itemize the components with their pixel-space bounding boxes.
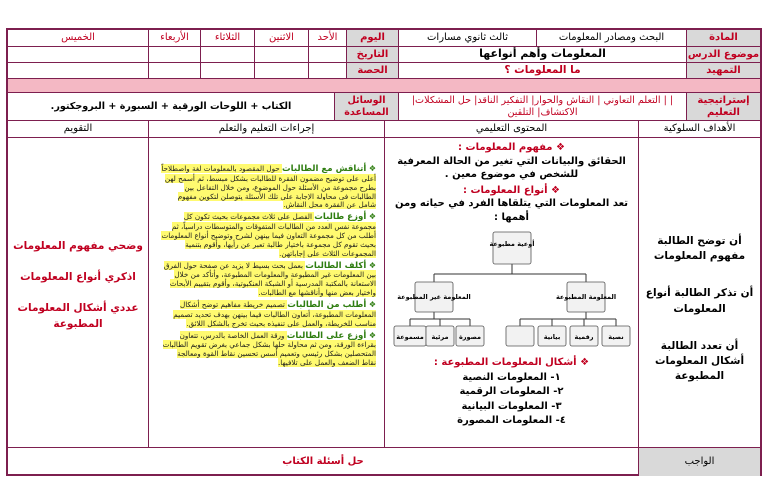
procedure-2: ❖ أوزع طالبات الفصل على ثلاث مجموعات بحيث تكون كل مجموعة نفس العدد من الطالبات المتفوقات والمتوسطات دراسياً، ثم أطلب من كل مجموعة التعاون فيما بينهن لشرح وتوضيح أنواع المعلومات بحيث تقوم كل مجموعة باختيار طالبة تعبر عن رأيها، وأقوم بتنمية المجموعات الثلاث على إجاباتهن.	[161, 212, 376, 258]
tree-leaf-box	[506, 326, 534, 346]
day-label: اليوم	[346, 30, 398, 47]
homework-value: حل أسئلة الكتاب	[282, 456, 364, 468]
row-intro	[8, 63, 760, 79]
objective-2: أن تذكر الطالبة أنواع المعلومات	[645, 287, 754, 315]
evaluation-1: وضحي مفهوم المعلومات	[13, 240, 143, 252]
diamond-icon: ❖	[366, 330, 376, 340]
diamond-icon: ❖	[576, 357, 590, 368]
concept-text: الحقائق والبيانات التي تغير من الحالة المعرفية للشخص في موضوع معين .	[397, 155, 626, 180]
diamond-icon: ❖	[552, 142, 565, 153]
objective-1: أن توضح الطالبة مفهوم المعلومات	[653, 235, 746, 263]
tree-leaf: نصية	[607, 333, 624, 341]
subject-value: البحث ومصادر المعلومات	[536, 30, 686, 47]
types-text: تعد المعلومات التي يتلقاها الفرد في حياته ومن أهمها :	[394, 198, 629, 223]
row-column-headers	[8, 121, 760, 138]
list-item: ٣- المعلومات البيانية	[461, 400, 562, 412]
objectives-cell	[638, 138, 760, 448]
procedure-4: ❖ أطلب من الطالبات تصميم خريطة مفاهيم توضح أشكال المعلومات المطبوعة، أتعاون الطالبات فيما بينهن بهدف تحديد تصميم مناسب للخريطة، والعمل على تنفيذه بحيث تخرج بالشكل اللائق.	[173, 300, 376, 328]
tree-right: المعلومة المطبوعة	[555, 293, 616, 301]
list-item: ١- المعلومات النصية	[462, 371, 561, 383]
tree-leaf: مصورة	[458, 333, 481, 341]
printed-list	[389, 371, 634, 428]
row-body	[8, 138, 760, 448]
col-objectives-header: الأهداف السلوكية	[638, 121, 760, 138]
subject-label: المادة	[686, 30, 760, 47]
concept-title: ❖ مفهوم المعلومات :	[458, 142, 565, 153]
types-title: ❖ أنواع المعلومات :	[462, 184, 560, 196]
col-procedures-header: إجراءات التعليم والتعلم	[148, 121, 384, 138]
day-tuesday: الثلاثاء	[200, 30, 254, 47]
diamond-icon: ❖	[366, 260, 376, 270]
evaluation-3: عددي أشكال المعلومات المطبوعة	[17, 301, 139, 331]
period-label: الحصة	[346, 63, 398, 79]
evaluation-cell	[8, 138, 148, 448]
strategy-value: | | التعلم التعاوني | النقاش والحوار| التفكير الناقد| حل المشكلات| الاكتشاف| التلقين	[398, 93, 686, 121]
procedure-3: ❖ أكلف الطالبات بعمل بحث بسيط لا يزيد عن صفحة حول الفرق بين المعلومات غير المطبوعة والمعلومات المطبوعة، وأتأكد من خلال الاستعانة بالمكتبة المدرسية أو الشبكة العنكبوتية، وأقوم بتقييم الأبحاث واختيار بعض منها وأناقشها مع الطالبات.	[163, 260, 376, 298]
homework-label: الواجب	[638, 448, 760, 476]
row-spacer	[8, 79, 760, 93]
date-label: التاريخ	[346, 47, 398, 63]
list-item: ٤- المعلومات المصورة	[457, 415, 566, 426]
procedure-1: ❖ أتناقش مع الطالبات حول المقصود بالمعلومات لغة واصطلاحاً أعلى على توضيح مضمون الفقرة للطالبات بشكل مبسط، ثم أسمح لهن بطرح مجموعة من الأسئلة حول الموضوع، ومن خلال التفاعل بين الطالبات في محاولة الإجابة على تلك الأسئلة يتوصلن لتكوين مفهوم شامل عن الفقرة محل النقاش.	[161, 164, 376, 210]
printed-title: ❖ أشكال المعلومات المطبوعة :	[433, 357, 590, 368]
tree-leaf: بيانية	[543, 333, 560, 341]
tree-root-box	[493, 232, 531, 264]
objective-3: أن تعدد الطالبة أشكال المعلومات المطبوعة	[654, 339, 745, 383]
day-sunday: الأحد	[308, 30, 346, 47]
strategy-label: إستراتيجية التعليم	[686, 93, 760, 121]
tree-leaf: مسموعة	[395, 333, 424, 341]
day-monday: الاثنين	[254, 30, 308, 47]
aids-value: الكتاب + اللوحات الورقية + السبورة + البروجكتور.	[8, 93, 334, 121]
procedures-cell	[148, 138, 384, 448]
procedure-5: ❖ أوزع على الطالبات ورقة العمل الخاصة بالدرس، تتعاون بقراءة الورقة، ومن ثم محاولة حلها بشكل جماعي بغرض تقويم الطالبات المتحصلين بشكل رئيسي وتعميم أسس تحسين نقاط القوة ومعالجة نقاط الضعف والعمل على تلافيها.	[162, 330, 376, 368]
information-types-tree	[390, 226, 634, 354]
list-item: ٢- المعلومات الرقمية	[459, 386, 564, 397]
row-subject	[8, 30, 760, 47]
diamond-icon: ❖	[366, 300, 376, 310]
tree-root: أوعية مطبوعة	[488, 240, 535, 248]
evaluation-2: اذكري أنواع المعلومات	[20, 270, 136, 283]
aids-label: الوسائل المساعدة	[334, 93, 398, 121]
tree-leaf: مرئية	[430, 333, 449, 341]
diamond-icon: ❖	[547, 184, 560, 196]
topic-value: المعلومات وأهم أنواعها	[398, 47, 686, 63]
day-thursday: الخميس	[8, 30, 148, 47]
col-content-header: المحتوى التعليمي	[384, 121, 638, 138]
row-topic	[8, 47, 760, 63]
content-cell	[384, 138, 638, 448]
class-value: ثالث ثانوي مسارات	[398, 30, 536, 47]
diamond-icon: ❖	[366, 212, 376, 222]
row-homework	[8, 448, 760, 476]
day-wednesday: الأربعاء	[148, 30, 200, 47]
topic-label: موضوع الدرس	[686, 47, 760, 63]
intro-value: ما المعلومات ؟	[398, 63, 686, 79]
tree-leaf: رقمية	[574, 333, 593, 341]
tree-left: المعلومة غير المطبوعة	[396, 293, 471, 301]
row-strategy	[8, 93, 760, 121]
lesson-plan-table	[6, 28, 762, 476]
diamond-icon: ❖	[366, 164, 376, 173]
intro-label: التمهيد	[686, 63, 760, 79]
col-evaluation-header: التقويم	[8, 121, 148, 138]
